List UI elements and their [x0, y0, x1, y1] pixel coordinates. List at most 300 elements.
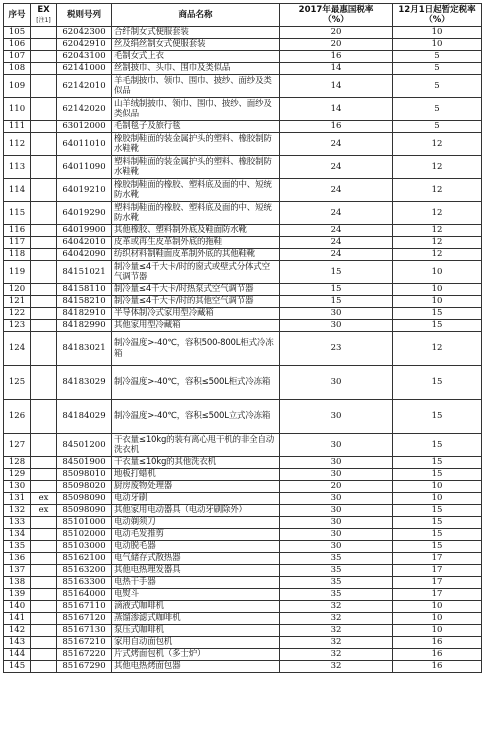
row-rate-new: 10	[393, 493, 482, 505]
row-ex	[31, 625, 57, 637]
row-rate-2017: 30	[280, 517, 393, 529]
row-code: 85163200	[57, 565, 112, 577]
table-row	[4, 51, 482, 63]
row-code: 84158110	[57, 284, 112, 296]
row-rate-new: 5	[393, 51, 482, 63]
row-code: 85167130	[57, 625, 112, 637]
row-name: 橡胶制鞋面的装金属护头的塑料、橡胶制防水鞋靴	[112, 133, 280, 156]
row-code: 62142010	[57, 75, 112, 98]
row-rate-new: 15	[393, 529, 482, 541]
row-seq: 108	[4, 63, 31, 75]
row-code: 84501200	[57, 434, 112, 457]
row-code: 85167110	[57, 601, 112, 613]
header-ex	[31, 4, 57, 27]
table-row	[4, 366, 482, 400]
table-row	[4, 577, 482, 589]
row-rate-2017: 30	[280, 457, 393, 469]
row-rate-2017: 30	[280, 505, 393, 517]
row-name: 其他家用型冷藏箱	[112, 320, 280, 332]
row-name: 纺织材料制鞋面皮革制外底的其他鞋靴	[112, 249, 280, 261]
row-name: 制冷量≤4千大卡/时热泵式空气调节器	[112, 284, 280, 296]
row-name: 其他电热烤面包器	[112, 661, 280, 673]
row-code: 85167220	[57, 649, 112, 661]
row-seq: 113	[4, 156, 31, 179]
row-seq: 123	[4, 320, 31, 332]
row-rate-2017: 35	[280, 553, 393, 565]
row-code: 84183029	[57, 366, 112, 400]
row-ex	[31, 565, 57, 577]
row-rate-new: 10	[393, 625, 482, 637]
row-ex	[31, 517, 57, 529]
row-seq: 128	[4, 457, 31, 469]
row-code: 64019290	[57, 202, 112, 225]
row-seq: 120	[4, 284, 31, 296]
row-code: 62043100	[57, 51, 112, 63]
row-rate-new: 10	[393, 296, 482, 308]
row-seq: 117	[4, 237, 31, 249]
row-rate-2017: 30	[280, 469, 393, 481]
row-rate-2017: 32	[280, 613, 393, 625]
table-row	[4, 308, 482, 320]
row-code: 85167290	[57, 661, 112, 673]
row-rate-new: 12	[393, 237, 482, 249]
row-ex	[31, 63, 57, 75]
row-rate-2017: 14	[280, 63, 393, 75]
header-code: 税则号列	[57, 4, 112, 27]
row-seq: 105	[4, 27, 31, 39]
row-rate-2017: 14	[280, 98, 393, 121]
row-seq: 109	[4, 75, 31, 98]
table-row	[4, 434, 482, 457]
table-row	[4, 179, 482, 202]
row-ex	[31, 27, 57, 39]
table-row	[4, 249, 482, 261]
table-row	[4, 202, 482, 225]
row-rate-new: 15	[393, 400, 482, 434]
row-code: 84501900	[57, 457, 112, 469]
table-row	[4, 284, 482, 296]
row-code: 63012000	[57, 121, 112, 133]
row-rate-new: 16	[393, 661, 482, 673]
row-rate-2017: 20	[280, 481, 393, 493]
table-body	[4, 27, 482, 673]
table-row	[4, 457, 482, 469]
row-rate-2017: 16	[280, 51, 393, 63]
row-seq: 106	[4, 39, 31, 51]
row-rate-2017: 35	[280, 577, 393, 589]
table-row	[4, 237, 482, 249]
row-rate-new: 12	[393, 133, 482, 156]
row-rate-2017: 24	[280, 237, 393, 249]
row-ex	[31, 366, 57, 400]
row-name: 家用自动面包机	[112, 637, 280, 649]
row-seq: 125	[4, 366, 31, 400]
row-code: 85103000	[57, 541, 112, 553]
row-code: 85167210	[57, 637, 112, 649]
row-rate-2017: 32	[280, 625, 393, 637]
row-name: 其他电热理发器具	[112, 565, 280, 577]
row-rate-2017: 23	[280, 332, 393, 366]
row-code: 85162100	[57, 553, 112, 565]
row-rate-new: 12	[393, 225, 482, 237]
row-rate-2017: 30	[280, 366, 393, 400]
row-name: 毛制毯子及旅行毯	[112, 121, 280, 133]
row-ex	[31, 284, 57, 296]
row-ex	[31, 469, 57, 481]
row-seq: 107	[4, 51, 31, 63]
row-name: 塑料制鞋面的橡胶、塑料底及面的中、短统防水靴	[112, 202, 280, 225]
row-ex	[31, 529, 57, 541]
row-ex	[31, 75, 57, 98]
row-seq: 135	[4, 541, 31, 553]
row-rate-new: 10	[393, 601, 482, 613]
row-ex: ex	[31, 493, 57, 505]
header-rate-new	[393, 4, 482, 27]
row-rate-new: 5	[393, 63, 482, 75]
row-code: 84183021	[57, 332, 112, 366]
row-code: 62142020	[57, 98, 112, 121]
row-seq: 115	[4, 202, 31, 225]
row-code: 64019900	[57, 225, 112, 237]
row-seq: 134	[4, 529, 31, 541]
row-ex	[31, 249, 57, 261]
row-rate-new: 12	[393, 249, 482, 261]
row-ex	[31, 637, 57, 649]
row-seq: 127	[4, 434, 31, 457]
row-ex	[31, 613, 57, 625]
row-code: 85167120	[57, 613, 112, 625]
row-rate-new: 15	[393, 308, 482, 320]
row-rate-2017: 30	[280, 529, 393, 541]
row-seq: 112	[4, 133, 31, 156]
header-rate-2017-label: 2017年最惠国税率	[298, 5, 374, 15]
row-rate-2017: 15	[280, 284, 393, 296]
row-rate-new: 17	[393, 565, 482, 577]
row-code: 85098090	[57, 493, 112, 505]
row-name: 电动毛发推剪	[112, 529, 280, 541]
row-rate-2017: 30	[280, 541, 393, 553]
table-row	[4, 469, 482, 481]
header-row	[4, 4, 482, 27]
row-rate-2017: 35	[280, 565, 393, 577]
row-rate-new: 10	[393, 39, 482, 51]
row-seq: 126	[4, 400, 31, 434]
row-seq: 142	[4, 625, 31, 637]
row-code: 62042910	[57, 39, 112, 51]
row-ex	[31, 661, 57, 673]
table-row	[4, 589, 482, 601]
row-rate-2017: 30	[280, 308, 393, 320]
row-ex	[31, 121, 57, 133]
row-code: 62141000	[57, 63, 112, 75]
row-name: 半导体制冷式家用型冷藏箱	[112, 308, 280, 320]
table-row	[4, 261, 482, 284]
row-ex	[31, 457, 57, 469]
row-code: 85102000	[57, 529, 112, 541]
row-rate-2017: 24	[280, 249, 393, 261]
header-name: 商品名称	[112, 4, 280, 27]
header-seq: 序号	[4, 4, 31, 27]
row-code: 64042010	[57, 237, 112, 249]
row-code: 84184029	[57, 400, 112, 434]
table-row	[4, 613, 482, 625]
row-seq: 111	[4, 121, 31, 133]
row-ex	[31, 601, 57, 613]
row-name: 厨房废物处理器	[112, 481, 280, 493]
row-rate-new: 10	[393, 261, 482, 284]
row-seq: 138	[4, 577, 31, 589]
row-rate-new: 12	[393, 156, 482, 179]
row-rate-new: 10	[393, 481, 482, 493]
row-name: 电热干手器	[112, 577, 280, 589]
row-ex	[31, 179, 57, 202]
row-rate-new: 5	[393, 98, 482, 121]
row-seq: 119	[4, 261, 31, 284]
row-rate-new: 5	[393, 121, 482, 133]
table-row	[4, 649, 482, 661]
row-rate-2017: 32	[280, 637, 393, 649]
row-seq: 145	[4, 661, 31, 673]
row-seq: 122	[4, 308, 31, 320]
header-rate-2017	[280, 4, 393, 27]
row-rate-new: 12	[393, 332, 482, 366]
row-rate-2017: 30	[280, 434, 393, 457]
row-ex	[31, 202, 57, 225]
row-name: 橡胶制鞋面的橡胶、塑料底及面的中、短统防水靴	[112, 179, 280, 202]
row-code: 85164000	[57, 589, 112, 601]
row-rate-new: 15	[393, 505, 482, 517]
table-row	[4, 541, 482, 553]
table-row	[4, 529, 482, 541]
row-name: 干衣量≤10kg的装有离心甩干机的非全自动洗衣机	[112, 434, 280, 457]
row-name: 山羊绒制披巾、领巾、围巾、披纱、面纱及类似品	[112, 98, 280, 121]
row-code: 85163300	[57, 577, 112, 589]
header-rate-new-label: 12月1日起暂定税率	[398, 5, 476, 15]
row-ex	[31, 553, 57, 565]
row-rate-2017: 32	[280, 649, 393, 661]
header-ex-note: [注1]	[36, 16, 51, 24]
table-row	[4, 565, 482, 577]
row-name: 制冷温度>-40℃，容积≤500L柜式冷冻箱	[112, 366, 280, 400]
row-ex	[31, 39, 57, 51]
row-ex: ex	[31, 505, 57, 517]
row-ex	[31, 308, 57, 320]
row-rate-2017: 15	[280, 296, 393, 308]
row-rate-2017: 24	[280, 202, 393, 225]
row-code: 64019210	[57, 179, 112, 202]
row-ex	[31, 649, 57, 661]
row-ex	[31, 98, 57, 121]
row-name: 塑料制鞋面的装金属护头的塑料、橡胶制防水鞋靴	[112, 156, 280, 179]
row-code: 85098010	[57, 469, 112, 481]
table-row	[4, 400, 482, 434]
row-seq: 133	[4, 517, 31, 529]
table-row	[4, 75, 482, 98]
row-name: 其他家用电动器具（电动牙刷除外）	[112, 505, 280, 517]
row-rate-new: 12	[393, 202, 482, 225]
table-row	[4, 553, 482, 565]
row-code: 64011090	[57, 156, 112, 179]
row-rate-2017: 35	[280, 589, 393, 601]
row-name: 合纤制女式便服套装	[112, 27, 280, 39]
row-ex	[31, 541, 57, 553]
table-row	[4, 481, 482, 493]
table-row	[4, 625, 482, 637]
row-name: 电动剃须刀	[112, 517, 280, 529]
row-rate-new: 17	[393, 589, 482, 601]
row-name: 制冷量≤4千大卡/时的窗式或壁式分体式空气调节器	[112, 261, 280, 284]
row-code: 85098090	[57, 505, 112, 517]
table-row	[4, 296, 482, 308]
row-rate-2017: 24	[280, 179, 393, 202]
table-row	[4, 320, 482, 332]
row-seq: 129	[4, 469, 31, 481]
row-rate-2017: 32	[280, 601, 393, 613]
row-name: 制冷量≤4千大卡/时的其他空气调节器	[112, 296, 280, 308]
row-name: 电动牙刷	[112, 493, 280, 505]
row-rate-new: 10	[393, 27, 482, 39]
row-ex	[31, 51, 57, 63]
row-rate-new: 12	[393, 179, 482, 202]
row-code: 62042300	[57, 27, 112, 39]
table-row	[4, 225, 482, 237]
row-rate-2017: 30	[280, 493, 393, 505]
row-rate-2017: 14	[280, 75, 393, 98]
row-rate-new: 15	[393, 469, 482, 481]
row-rate-2017: 16	[280, 121, 393, 133]
row-seq: 131	[4, 493, 31, 505]
table-row	[4, 505, 482, 517]
table-row	[4, 517, 482, 529]
row-rate-new: 15	[393, 320, 482, 332]
row-code: 85101000	[57, 517, 112, 529]
row-seq: 116	[4, 225, 31, 237]
header-rate-2017-unit: （%）	[323, 15, 349, 25]
row-rate-new: 16	[393, 637, 482, 649]
row-code: 64011010	[57, 133, 112, 156]
row-name: 干衣量≤10kg的其他洗衣机	[112, 457, 280, 469]
row-code: 84182910	[57, 308, 112, 320]
row-ex	[31, 320, 57, 332]
table-row	[4, 493, 482, 505]
row-rate-new: 10	[393, 284, 482, 296]
row-name: 其他橡胶、塑料制外底及鞋面防水靴	[112, 225, 280, 237]
table-row	[4, 121, 482, 133]
row-seq: 144	[4, 649, 31, 661]
row-seq: 139	[4, 589, 31, 601]
row-rate-new: 5	[393, 75, 482, 98]
table-row	[4, 601, 482, 613]
table-row	[4, 133, 482, 156]
row-rate-2017: 20	[280, 39, 393, 51]
header-rate-new-unit: （%）	[424, 15, 450, 25]
row-ex	[31, 332, 57, 366]
row-rate-new: 17	[393, 553, 482, 565]
row-code: 85098020	[57, 481, 112, 493]
row-seq: 132	[4, 505, 31, 517]
row-rate-2017: 32	[280, 661, 393, 673]
row-ex	[31, 589, 57, 601]
row-code: 84151021	[57, 261, 112, 284]
row-name: 泵压式咖啡机	[112, 625, 280, 637]
row-name: 制冷温度>-40℃，容积≤500L立式冷冻箱	[112, 400, 280, 434]
row-ex	[31, 400, 57, 434]
table-row	[4, 98, 482, 121]
row-name: 皮革或再生皮革制外底的拖鞋	[112, 237, 280, 249]
row-seq: 118	[4, 249, 31, 261]
row-ex	[31, 434, 57, 457]
row-name: 丝制披巾、头巾、围巾及类似品	[112, 63, 280, 75]
row-code: 84158210	[57, 296, 112, 308]
row-ex	[31, 577, 57, 589]
row-ex	[31, 296, 57, 308]
row-code: 84182990	[57, 320, 112, 332]
row-rate-new: 15	[393, 366, 482, 400]
row-seq: 141	[4, 613, 31, 625]
table-row	[4, 661, 482, 673]
row-name: 丝及绢丝制女式便服套装	[112, 39, 280, 51]
row-ex	[31, 261, 57, 284]
row-seq: 143	[4, 637, 31, 649]
row-rate-2017: 30	[280, 320, 393, 332]
row-seq: 140	[4, 601, 31, 613]
row-name: 电气储存式散热器	[112, 553, 280, 565]
row-rate-new: 15	[393, 457, 482, 469]
header-ex-label: EX	[37, 4, 50, 15]
row-name: 制冷温度>-40℃，容积500-800L柜式冷冻箱	[112, 332, 280, 366]
table-row	[4, 332, 482, 366]
row-ex	[31, 237, 57, 249]
row-code: 64042090	[57, 249, 112, 261]
row-name: 片式烤面包机（多士炉）	[112, 649, 280, 661]
tariff-table	[3, 3, 482, 673]
row-ex	[31, 225, 57, 237]
row-rate-2017: 30	[280, 400, 393, 434]
row-ex	[31, 481, 57, 493]
table-row	[4, 156, 482, 179]
row-name: 地板打蜡机	[112, 469, 280, 481]
row-rate-2017: 20	[280, 27, 393, 39]
row-ex	[31, 156, 57, 179]
row-rate-new: 10	[393, 613, 482, 625]
row-name: 毛制女式上衣	[112, 51, 280, 63]
row-seq: 110	[4, 98, 31, 121]
row-rate-2017: 15	[280, 261, 393, 284]
row-rate-new: 15	[393, 541, 482, 553]
row-name: 蒸馏渗滤式咖啡机	[112, 613, 280, 625]
row-rate-new: 15	[393, 434, 482, 457]
row-rate-new: 16	[393, 649, 482, 661]
table-row	[4, 637, 482, 649]
row-ex	[31, 133, 57, 156]
row-rate-2017: 24	[280, 225, 393, 237]
row-seq: 124	[4, 332, 31, 366]
row-seq: 121	[4, 296, 31, 308]
row-rate-2017: 24	[280, 133, 393, 156]
row-name: 滴液式咖啡机	[112, 601, 280, 613]
table-row	[4, 39, 482, 51]
row-name: 电熨斗	[112, 589, 280, 601]
row-seq: 136	[4, 553, 31, 565]
row-seq: 114	[4, 179, 31, 202]
row-rate-2017: 24	[280, 156, 393, 179]
row-name: 电动脱毛器	[112, 541, 280, 553]
row-seq: 130	[4, 481, 31, 493]
row-rate-new: 15	[393, 517, 482, 529]
row-rate-new: 17	[393, 577, 482, 589]
row-name: 羊毛制披巾、领巾、围巾、披纱、面纱及类似品	[112, 75, 280, 98]
table-row	[4, 63, 482, 75]
